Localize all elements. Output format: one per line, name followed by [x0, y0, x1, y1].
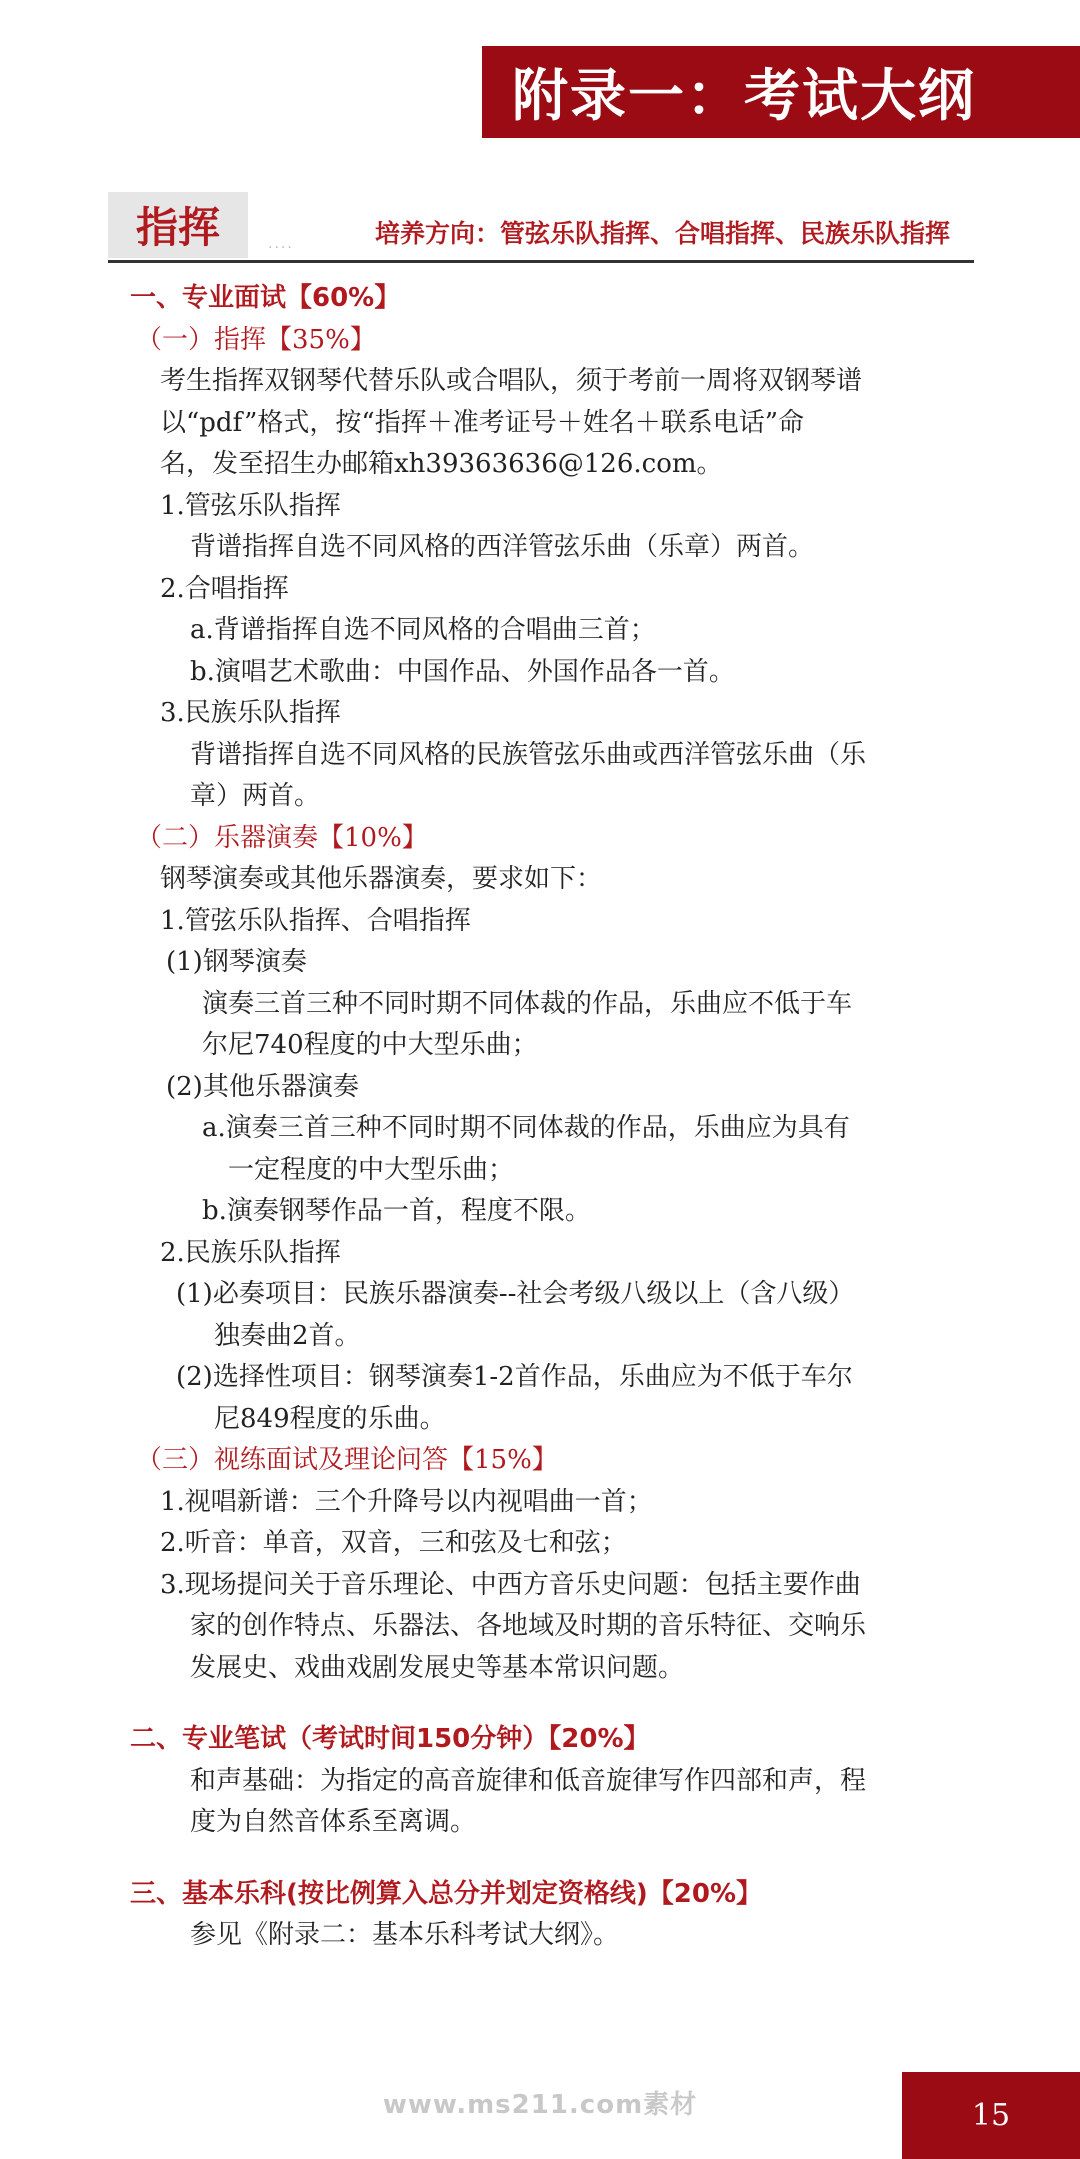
body-line: (2)选择性项目：钢琴演奏1-2首作品，乐曲应为不低于车尔 [176, 1362, 853, 1392]
body-line: 家的创作特点、乐器法、各地域及时期的音乐特征、交响乐 [190, 1611, 867, 1641]
body-line: 尔尼740程度的中大型乐曲； [202, 1030, 538, 1060]
section-tab: 指挥 [108, 192, 248, 258]
body-line: 考生指挥双钢琴代替乐队或合唱队，须于考前一周将双钢琴谱 [160, 366, 863, 396]
page-number: 15 [902, 2072, 1080, 2159]
body-line: (2)其他乐器演奏 [166, 1071, 359, 1102]
spacer [0, 1844, 1080, 1874]
body-line: a.背谱指挥自选不同风格的合唱曲三首； [190, 615, 656, 645]
body-line: 演奏三首三种不同时期不同体裁的作品，乐曲应不低于车 [202, 988, 853, 1019]
body-line: 2.合唱指挥 [160, 573, 289, 604]
body-line: b.演奏钢琴作品一首，程度不限。 [202, 1196, 591, 1226]
body-line: 以“pdf”格式，按“指挥＋准考证号＋姓名＋联系电话”命 [160, 407, 804, 438]
body-line: 一定程度的中大型乐曲； [228, 1154, 515, 1185]
body-line: 2.民族乐队指挥 [160, 1237, 341, 1268]
body-line: 独奏曲2首。 [214, 1320, 361, 1351]
body-line: 3.民族乐队指挥 [160, 698, 341, 728]
subsection-heading: （二）乐器演奏【10%】 [136, 822, 428, 853]
body-line: 和声基础：为指定的高音旋律和低音旋律写作四部和声，程 [190, 1765, 867, 1796]
body-line: 名，发至招生办邮箱xh39363636@126.com。 [160, 449, 723, 479]
subsection-heading: （三）视练面试及理论问答【15%】 [136, 1445, 558, 1475]
body-line: 2.听音：单音，双音，三和弦及七和弦； [160, 1528, 627, 1558]
spacer [0, 1689, 1080, 1719]
body-line: 3.现场提问关于音乐理论、中西方音乐史问题：包括主要作曲 [160, 1569, 861, 1600]
appendix-title-banner [482, 46, 1080, 138]
body-line: 章）两首。 [190, 781, 321, 811]
body-line: 背谱指挥自选不同风格的西洋管弦乐曲（乐章）两首。 [190, 532, 815, 562]
section-heading: 二、专业笔试（考试时间150分钟）【20%】 [130, 1724, 650, 1754]
section-header [108, 192, 974, 264]
body-line: 度为自然音体系至离调。 [190, 1807, 477, 1837]
section-dots: .... [268, 236, 294, 252]
body-line: 钢琴演奏或其他乐器演奏，要求如下： [160, 864, 603, 894]
body-line: (1)钢琴演奏 [166, 947, 307, 977]
section-heading: 一、专业面试【60%】 [130, 283, 401, 313]
body-line: a.演奏三首三种不同时期不同体裁的作品，乐曲应为具有 [202, 1113, 850, 1143]
section-heading: 三、基本乐科(按比例算入总分并划定资格线)【20%】 [130, 1878, 762, 1909]
body-line: 1.管弦乐队指挥、合唱指挥 [160, 905, 471, 936]
body-line: 1.视唱新谱：三个升降号以内视唱曲一首； [160, 1486, 653, 1517]
body-line: b.演唱艺术歌曲：中国作品、外国作品各一首。 [190, 656, 735, 687]
body-line: 尼849程度的乐曲。 [214, 1403, 446, 1434]
body-line: (1)必奏项目：民族乐器演奏--社会考级八级以上（含八级） [176, 1279, 855, 1309]
body-line: 1.管弦乐队指挥 [160, 490, 341, 521]
section-subtitle: 培养方向：管弦乐队指挥、合唱指挥、民族乐队指挥 [374, 219, 950, 248]
section-divider [108, 260, 974, 263]
subsection-heading: （一）指挥【35%】 [136, 324, 376, 355]
body-line: 参见《附录二：基本乐科考试大纲》。 [190, 1920, 620, 1950]
appendix-title: 附录一：考试大纲 [512, 64, 976, 129]
syllabus-content [0, 278, 1080, 1957]
body-line: 发展史、戏曲戏剧发展史等基本常识问题。 [190, 1652, 685, 1683]
body-line: 背谱指挥自选不同风格的民族管弦乐曲或西洋管弦乐曲（乐 [190, 739, 867, 770]
watermark: www.ms211.com素材 [382, 2090, 698, 2120]
